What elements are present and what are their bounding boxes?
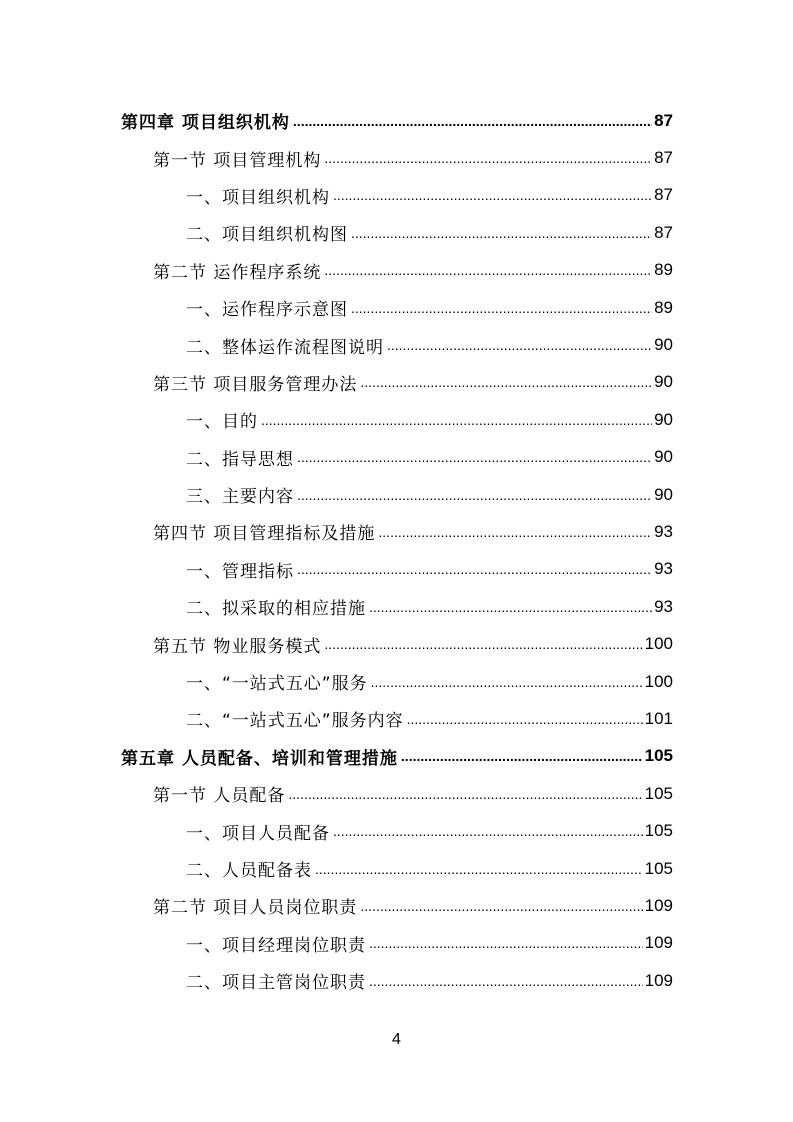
- dot-leader: [387, 337, 652, 353]
- toc-entry-section[interactable]: [0, 775, 673, 812]
- toc-entry-subsection[interactable]: [0, 401, 673, 438]
- toc-entry-section[interactable]: [0, 364, 673, 401]
- toc-entry-page: 90: [654, 372, 673, 392]
- toc-entry-page: 90: [654, 484, 673, 504]
- toc-entry-page: 100: [644, 634, 673, 654]
- dot-leader: [351, 300, 652, 316]
- toc-entry-title: 一、运作程序示意图: [186, 300, 348, 321]
- toc-entry-section[interactable]: [0, 139, 673, 176]
- dot-leader: [261, 412, 652, 428]
- dot-leader: [351, 225, 652, 241]
- toc-entry-section[interactable]: [0, 625, 673, 662]
- toc-entry-page: 90: [654, 335, 673, 355]
- toc-entry-title: 第一节 人员配备: [153, 786, 286, 807]
- toc-entry-title: 第五节 物业服务模式: [153, 636, 322, 657]
- toc-entry-chapter[interactable]: [0, 738, 673, 775]
- dot-leader: [369, 973, 643, 989]
- toc-entry-title: 一、管理指标: [186, 561, 294, 582]
- toc-entry-title: 一、“一站式五心”服务: [186, 674, 368, 695]
- dot-leader: [324, 150, 652, 166]
- toc-entry-section[interactable]: [0, 252, 673, 289]
- dot-leader: [401, 748, 643, 764]
- toc-entry-page: 101: [644, 708, 673, 728]
- toc-entry-title: 二、人员配备表: [186, 861, 312, 881]
- toc-entry-page: 87: [654, 148, 673, 168]
- dot-leader: [369, 599, 652, 615]
- dot-leader: [407, 711, 643, 727]
- dot-leader: [297, 561, 652, 577]
- toc-entry-title: 第一节 项目管理机构: [153, 150, 322, 171]
- toc-entry-title: 第二节 项目人员岗位职责: [153, 898, 358, 919]
- toc-entry-subsection[interactable]: [0, 962, 673, 999]
- toc-entry-page: 105: [644, 858, 673, 878]
- toc-entry-page: 87: [654, 222, 673, 242]
- toc-entry-page: 89: [654, 260, 673, 280]
- toc-entry-subsection[interactable]: [0, 177, 673, 214]
- toc-entry-section[interactable]: [0, 513, 673, 550]
- toc-entry-page: 90: [654, 409, 673, 429]
- table-of-contents: [0, 102, 793, 999]
- toc-entry-title: 第三节 项目服务管理办法: [153, 374, 358, 395]
- dot-leader: [333, 823, 643, 839]
- toc-entry-subsection[interactable]: [0, 476, 673, 513]
- toc-entry-section[interactable]: [0, 887, 673, 924]
- toc-entry-page: 100: [644, 671, 673, 691]
- toc-entry-page: 109: [644, 895, 673, 915]
- toc-entry-subsection[interactable]: [0, 663, 673, 700]
- dot-leader: [378, 524, 652, 540]
- toc-entry-title: 二、整体运作流程图说明: [186, 337, 384, 358]
- toc-entry-title: 一、项目人员配备: [186, 823, 330, 844]
- toc-entry-page: 87: [654, 110, 673, 130]
- toc-entry-subsection[interactable]: [0, 289, 673, 326]
- toc-entry-title: 二、“一站式五心”服务内容: [186, 711, 404, 732]
- dot-leader: [369, 935, 643, 951]
- toc-entry-page: 93: [654, 559, 673, 579]
- toc-entry-title: 一、项目组织机构: [186, 187, 330, 208]
- toc-entry-page: 105: [644, 746, 673, 766]
- toc-entry-subsection[interactable]: [0, 439, 673, 476]
- toc-entry-subsection[interactable]: [0, 326, 673, 363]
- dot-leader: [324, 636, 642, 652]
- toc-entry-title: 第二节 运作程序系统: [153, 262, 322, 283]
- toc-entry-subsection[interactable]: [0, 551, 673, 588]
- toc-entry-title: 二、项目组织机构图: [186, 225, 348, 246]
- toc-entry-title: 二、项目主管岗位职责: [186, 973, 366, 994]
- toc-entry-page: 93: [654, 521, 673, 541]
- toc-entry-subsection[interactable]: [0, 700, 673, 737]
- toc-entry-page: 109: [644, 970, 673, 990]
- toc-entry-title: 一、目的: [186, 412, 258, 433]
- toc-entry-page: 105: [644, 821, 673, 841]
- page-number: 4: [392, 1031, 401, 1048]
- toc-entry-subsection[interactable]: [0, 214, 673, 251]
- toc-entry-title: 一、项目经理岗位职责: [186, 935, 366, 956]
- toc-entry-subsection[interactable]: [0, 588, 673, 625]
- toc-entry-page: 109: [644, 933, 673, 953]
- dot-leader: [371, 674, 643, 690]
- toc-entry-page: 105: [644, 783, 673, 803]
- dot-leader: [297, 487, 652, 503]
- toc-entry-title: 第四章 项目组织机构: [121, 113, 290, 134]
- dot-leader: [315, 861, 643, 877]
- toc-entry-subsection[interactable]: [0, 850, 673, 887]
- toc-entry-title: 三、主要内容: [186, 487, 294, 508]
- toc-entry-title: 第五章 人员配备、培训和管理措施: [121, 748, 398, 769]
- toc-entry-title: 第四节 项目管理指标及措施: [153, 524, 376, 545]
- dot-leader: [297, 449, 652, 465]
- dot-leader: [360, 374, 652, 390]
- toc-entry-subsection[interactable]: [0, 925, 673, 962]
- toc-entry-page: 89: [654, 297, 673, 317]
- dot-leader: [360, 898, 642, 914]
- toc-entry-subsection[interactable]: [0, 812, 673, 849]
- toc-entry-page: 87: [654, 185, 673, 205]
- toc-entry-page: 93: [654, 596, 673, 616]
- toc-entry-page: 90: [654, 447, 673, 467]
- toc-entry-chapter[interactable]: [0, 102, 673, 139]
- dot-leader: [333, 187, 652, 203]
- dot-leader: [324, 262, 652, 278]
- dot-leader: [288, 786, 642, 802]
- dot-leader: [293, 113, 652, 129]
- toc-entry-title: 二、指导思想: [186, 449, 294, 470]
- toc-entry-title: 二、拟采取的相应措施: [186, 599, 366, 620]
